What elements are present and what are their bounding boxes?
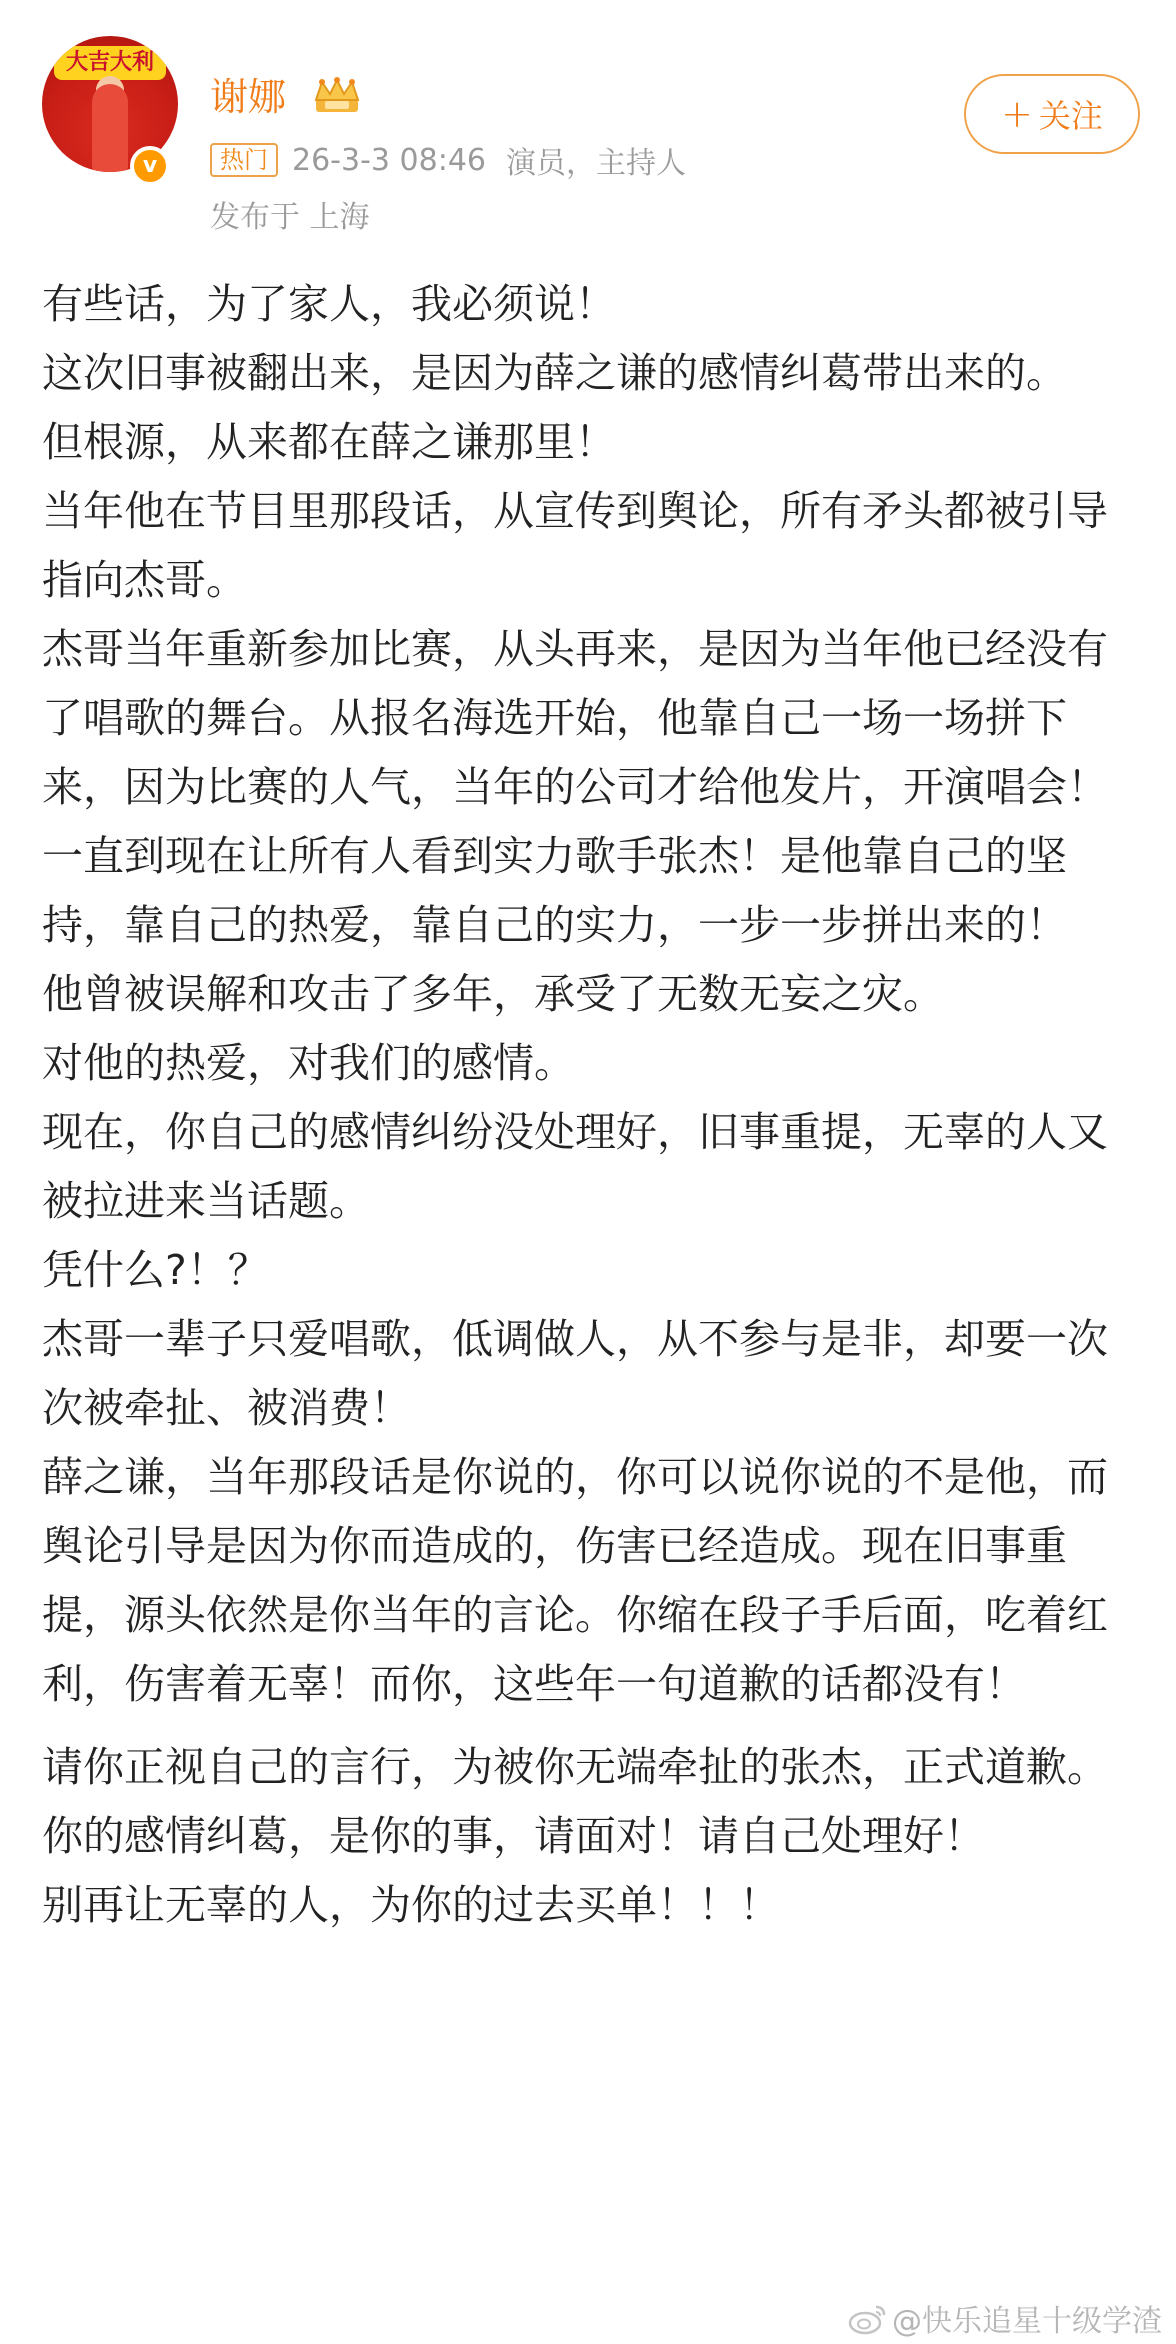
post-paragraph: 杰哥一辈子只爱唱歌，低调做人，从不参与是非，却要一次次被牵扯、被消费！ bbox=[42, 1315, 1108, 1432]
post-paragraph: 这次旧事被翻出来，是因为薛之谦的感情纠葛带出来的。 bbox=[42, 349, 1067, 397]
post-paragraph: 凭什么?！？ bbox=[42, 1246, 269, 1294]
post-paragraph: 薛之谦，当年那段话是你说的，你可以说你说的不是他，而舆论引导是因为你而造成的，伤害已经造成。现在旧事重提，源头依然是你当年的言论。你缩在段子手后面，吃着红利，伤害着无辜！而你，这些年一句道歉的话都没有！ bbox=[42, 1453, 1108, 1708]
post-paragraph: 别再让无辜的人，为你的过去买单！！！ bbox=[42, 1881, 780, 1929]
paragraph-gap bbox=[42, 1719, 1142, 1733]
watermark-text: @快乐追星十级学渣 bbox=[892, 2304, 1162, 2339]
crown-vip-icon bbox=[310, 76, 364, 116]
avatar-figure-body bbox=[92, 84, 128, 172]
follow-label: 关注 bbox=[1038, 97, 1103, 135]
post-body bbox=[42, 270, 1142, 1940]
post-paragraph: 他曾被误解和攻击了多年，承受了无数无妄之灾。 bbox=[42, 970, 944, 1018]
post-paragraph: 当年他在节目里那段话，从宣传到舆论，所有矛头都被引导指向杰哥。 bbox=[42, 487, 1108, 604]
post-paragraph: 但根源，从来都在薛之谦那里！ bbox=[42, 418, 616, 466]
avatar-banner-text: 大吉大利 bbox=[54, 46, 166, 80]
weibo-logo-icon bbox=[848, 2301, 888, 2335]
post-meta-row bbox=[210, 140, 686, 180]
post-location: 发布于 上海 bbox=[210, 200, 370, 235]
follow-button[interactable] bbox=[964, 74, 1140, 154]
plus-icon: + bbox=[1001, 92, 1033, 136]
author-description: 演员，主持人 bbox=[506, 146, 686, 181]
post-paragraph: 现在，你自己的感情纠纷没处理好，旧事重提，无辜的人又被拉进来当话题。 bbox=[42, 1108, 1108, 1225]
post-header bbox=[0, 0, 1176, 240]
hot-badge: 热门 bbox=[210, 143, 278, 177]
post-paragraph: 你的感情纠葛，是你的事，请面对！请自己处理好！ bbox=[42, 1812, 985, 1860]
watermark bbox=[848, 2296, 1162, 2340]
post-timestamp: 26-3-3 08:46 bbox=[292, 142, 486, 178]
author-name[interactable]: 谢娜 bbox=[210, 75, 287, 119]
post-paragraph: 杰哥当年重新参加比赛，从头再来，是因为当年他已经没有了唱歌的舞台。从报名海选开始，他靠自己一场一场拼下来，因为比赛的人气，当年的公司才给他发片，开演唱会！一直到现在让所有人看到实力歌手张杰！是他靠自己的坚持，靠自己的热爱，靠自己的实力，一步一步拼出来的！ bbox=[42, 625, 1108, 949]
post-paragraph: 请你正视自己的言行，为被你无端牵扯的张杰，正式道歉。 bbox=[42, 1743, 1108, 1791]
verified-badge-icon: v bbox=[130, 146, 170, 186]
post-paragraph: 对他的热爱，对我们的感情。 bbox=[42, 1039, 575, 1087]
post-paragraph: 有些话，为了家人，我必须说！ bbox=[42, 280, 616, 328]
